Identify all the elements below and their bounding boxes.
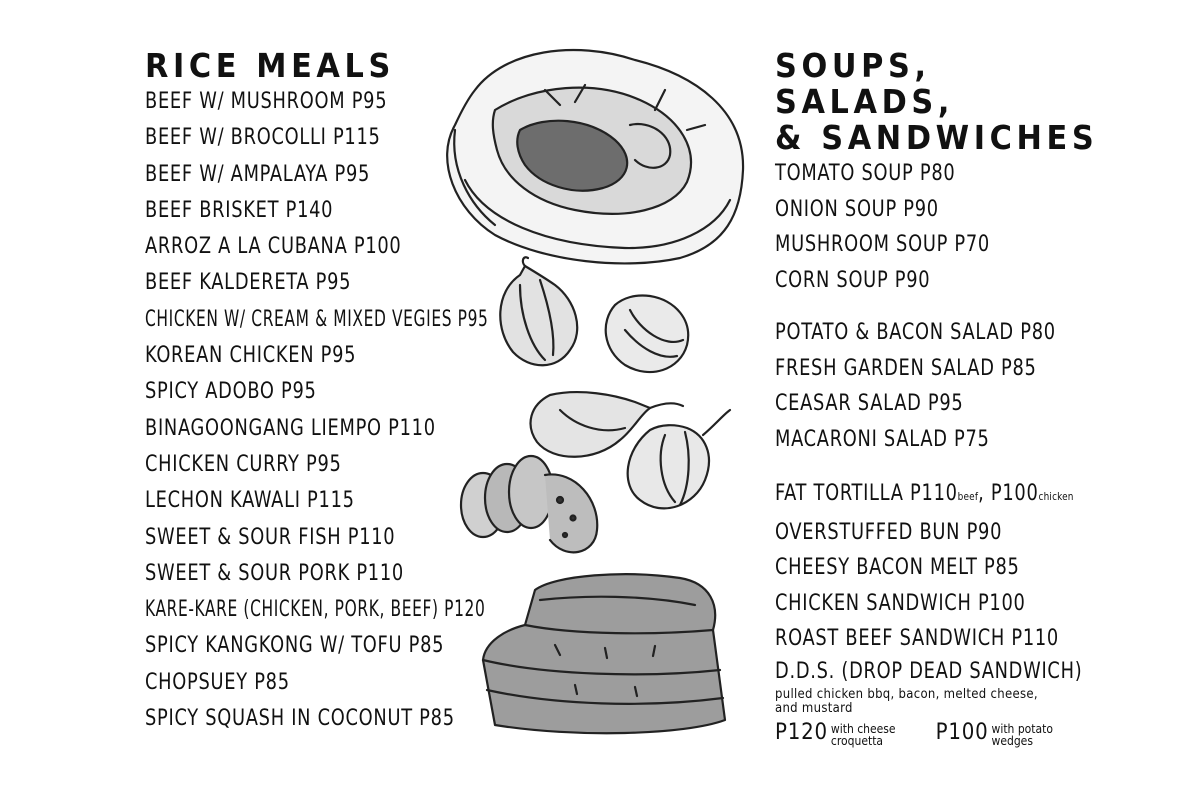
- menu-item: KOREAN CHICKEN P95: [145, 343, 357, 369]
- menu-item: KARE-KARE (CHICKEN, PORK, BEEF) P120: [145, 597, 486, 623]
- soups-heading-line2: & SANDWICHES: [775, 118, 1099, 157]
- menu-item: CHICKEN W/ CREAM & MIXED VEGIES P95: [145, 306, 489, 332]
- menu-item: LECHON KAWALI P115: [145, 488, 355, 514]
- menu-item-dds: D.D.S. (DROP DEAD SANDWICH): [775, 658, 1083, 684]
- menu-item: CHOPSUEY P85: [145, 669, 290, 695]
- price-note-line: with potato: [991, 721, 1053, 736]
- menu-item: CHICKEN CURRY P95: [145, 451, 342, 477]
- menu-item: BEEF W/ MUSHROOM P95: [145, 89, 388, 114]
- sandwich-sketch: [483, 574, 725, 733]
- rice-meals-heading: RICE MEALS: [145, 46, 395, 85]
- menu-item: CHICKEN SANDWICH P100: [775, 590, 1026, 616]
- tortilla-separator: , P100: [978, 481, 1039, 506]
- menu-item: ONION SOUP P90: [775, 196, 939, 222]
- dds-price-croquetta-note: [831, 723, 896, 747]
- menu-item: BEEF W/ BROCOLLI P115: [145, 125, 381, 151]
- salads-list: [775, 315, 1155, 457]
- sandwiches-list: [775, 476, 1155, 747]
- menu-item: SWEET & SOUR FISH P110: [145, 524, 396, 550]
- soups-salads-sandwiches-section: [775, 48, 1155, 747]
- soups-heading-line1: SOUPS, SALADS,: [775, 46, 955, 121]
- price-note-line: wedges: [991, 733, 1033, 748]
- menu-item: POTATO & BACON SALAD P80: [775, 320, 1056, 345]
- dds-description-line1: pulled chicken bbq, bacon, melted cheese,: [775, 686, 1038, 702]
- section-spacer: [775, 298, 1155, 315]
- dds-price-wedges: P100: [935, 719, 989, 745]
- menu-item: ARROZ A LA CUBANA P100: [145, 234, 402, 260]
- menu-item: BINAGOONGANG LIEMPO P110: [145, 415, 436, 441]
- dds-price-option: [775, 721, 896, 747]
- menu-item-tortilla: [775, 476, 1117, 515]
- dds-description-line2: and mustard: [775, 700, 853, 716]
- menu-item: SPICY KANGKONG W/ TOFU P85: [145, 633, 445, 659]
- sausage-sketch: [461, 456, 597, 552]
- menu-item: MUSHROOM SOUP P70: [775, 232, 990, 257]
- menu-item: SPICY ADOBO P95: [145, 379, 317, 405]
- menu-item: OVERSTUFFED BUN P90: [775, 519, 1003, 545]
- steak-sketch: [447, 50, 743, 263]
- menu-item: TOMATO SOUP P80: [775, 161, 956, 186]
- menu-item: ROAST BEEF SANDWICH P110: [775, 626, 1059, 651]
- menu-item: CEASAR SALAD P95: [775, 391, 964, 416]
- tortilla-beef-note: beef: [957, 490, 979, 503]
- food-sketch-illustration: [425, 30, 755, 750]
- menu-item: BEEF W/ AMPALAYA P95: [145, 161, 371, 187]
- menu-item: SPICY SQUASH IN COCONUT P85: [145, 706, 455, 732]
- menu-item: FRESH GARDEN SALAD P85: [775, 355, 1037, 381]
- dds-price-croquetta: P120: [775, 719, 828, 745]
- tortilla-chicken-note: chicken: [1038, 490, 1074, 503]
- soups-list: [775, 156, 1155, 298]
- dds-price-wedges-note: [991, 723, 1052, 747]
- menu-item: BEEF KALDERETA P95: [145, 270, 352, 296]
- price-note-line: croquetta: [830, 733, 884, 748]
- price-note-line: with cheese: [830, 721, 896, 736]
- dds-price-option: [936, 721, 1053, 747]
- tortilla-main: FAT TORTILLA P110: [775, 481, 958, 506]
- menu-item: BEEF BRISKET P140: [145, 197, 334, 223]
- menu-item: MACARONI SALAD P75: [775, 426, 990, 452]
- menu-item: CORN SOUP P90: [775, 267, 931, 293]
- menu-item: SWEET & SOUR PORK P110: [145, 560, 404, 586]
- dds-prices: [775, 721, 1155, 747]
- section-spacer: [775, 457, 1155, 476]
- menu-item: CHEESY BACON MELT P85: [775, 555, 1020, 580]
